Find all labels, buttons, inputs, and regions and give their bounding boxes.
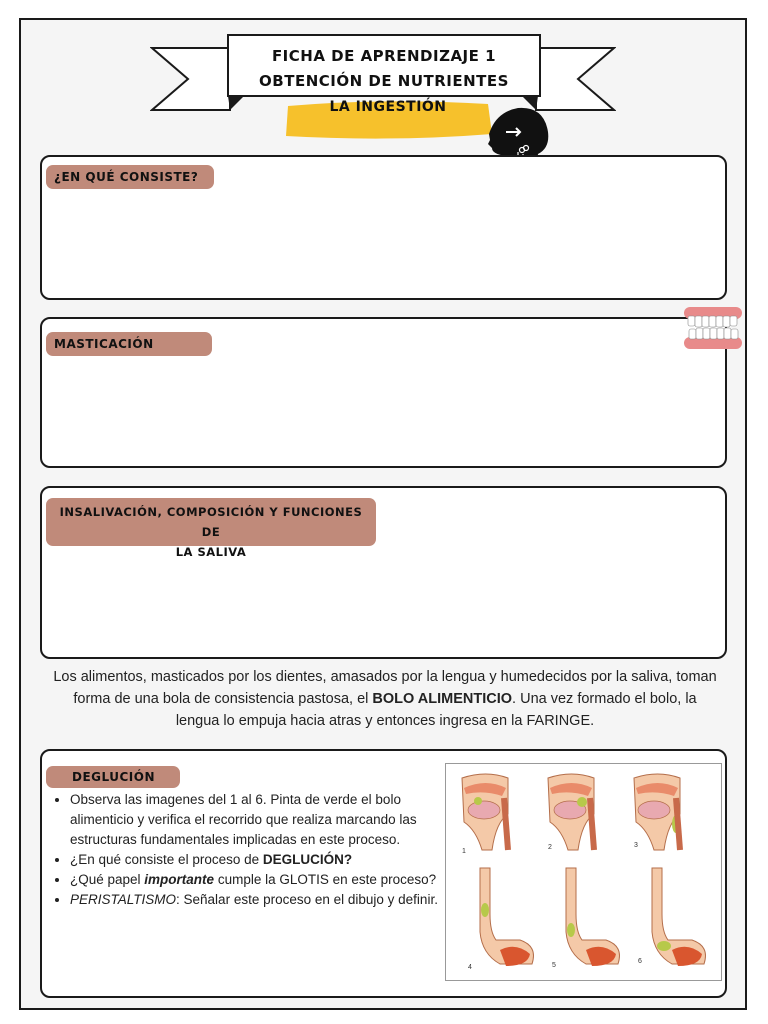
worksheet-subtitle: LA INGESTIÓN: [329, 99, 447, 115]
figure-number: 5: [552, 962, 556, 969]
head-section-2: [548, 774, 594, 850]
list-item: • Observa las imagenes del 1 al 6. Pinta de verde el bolo alimenticio y verifica el recorrido que realiza marcando las estructuras fundamentales implicadas en este proceso.: [70, 790, 460, 850]
list-item: [70, 850, 460, 870]
list-item: [70, 870, 460, 890]
section-tag: MASTICACIÓN: [46, 332, 212, 356]
head-section-3: [634, 774, 680, 850]
deglucion-figure: [445, 763, 722, 981]
paragraph-text: Los alimentos, masticados por los dientes, amasados por la lengua y humedecidos por la saliva, toman forma de una bola de consistencia pastosa, el: [53, 669, 717, 707]
paragraph-bold: BOLO ALIMENTICIO: [372, 691, 513, 707]
deglucion-instructions-list: [52, 790, 460, 910]
figure-number: 3: [634, 842, 638, 849]
section-card-insalivacion: [40, 486, 727, 659]
section-tag: [46, 498, 376, 559]
list-item-text: ¿Qué papel: [70, 872, 145, 887]
section-card-masticacion: [40, 317, 727, 468]
list-item-italic: PERISTALTISMO: [70, 892, 177, 907]
worksheet-title-line2: OBTENCIÓN DE NUTRIENTES: [259, 72, 509, 90]
list-item-text: ¿En qué consiste el proceso de: [70, 852, 263, 867]
list-item-text: : Señalar este proceso en el dibujo y definir.: [176, 892, 438, 907]
section-tag-line1: INSALIVACIÓN, COMPOSICIÓN Y FUNCIONES DE: [59, 505, 363, 539]
swallowing-diagram: [446, 764, 721, 980]
worksheet-title-line1: FICHA DE APRENDIZAJE 1: [271, 47, 497, 65]
head-section-1: [462, 774, 508, 850]
figure-number: 1: [462, 848, 466, 855]
teeth-icon: [683, 305, 745, 351]
esophagus-5: [566, 868, 620, 966]
figure-number: 4: [468, 964, 472, 971]
paragraph-text: . Una vez formado el bolo, la lengua lo empuja hacia atras y entonces ingresa en la FARINGE.: [175, 691, 697, 729]
list-item-text: cumple la GLOTIS en este proceso?: [214, 872, 437, 887]
esophagus-6: [652, 868, 706, 966]
esophagus-4: [480, 868, 534, 966]
section-tag-line2: LA SALIVA: [175, 545, 247, 559]
section-tag: DEGLUCIÓN: [46, 766, 180, 788]
list-item-bold-italic: importante: [144, 872, 215, 887]
bolo-alimenticio-paragraph: [50, 666, 720, 732]
list-item-bold: DEGLUCIÓN?: [262, 852, 353, 867]
section-tag: ¿EN QUÉ CONSISTE?: [46, 165, 214, 189]
figure-number: 6: [638, 958, 642, 965]
figure-number: 2: [548, 844, 552, 851]
list-item: [70, 890, 460, 910]
section-card-definition: [40, 155, 727, 300]
